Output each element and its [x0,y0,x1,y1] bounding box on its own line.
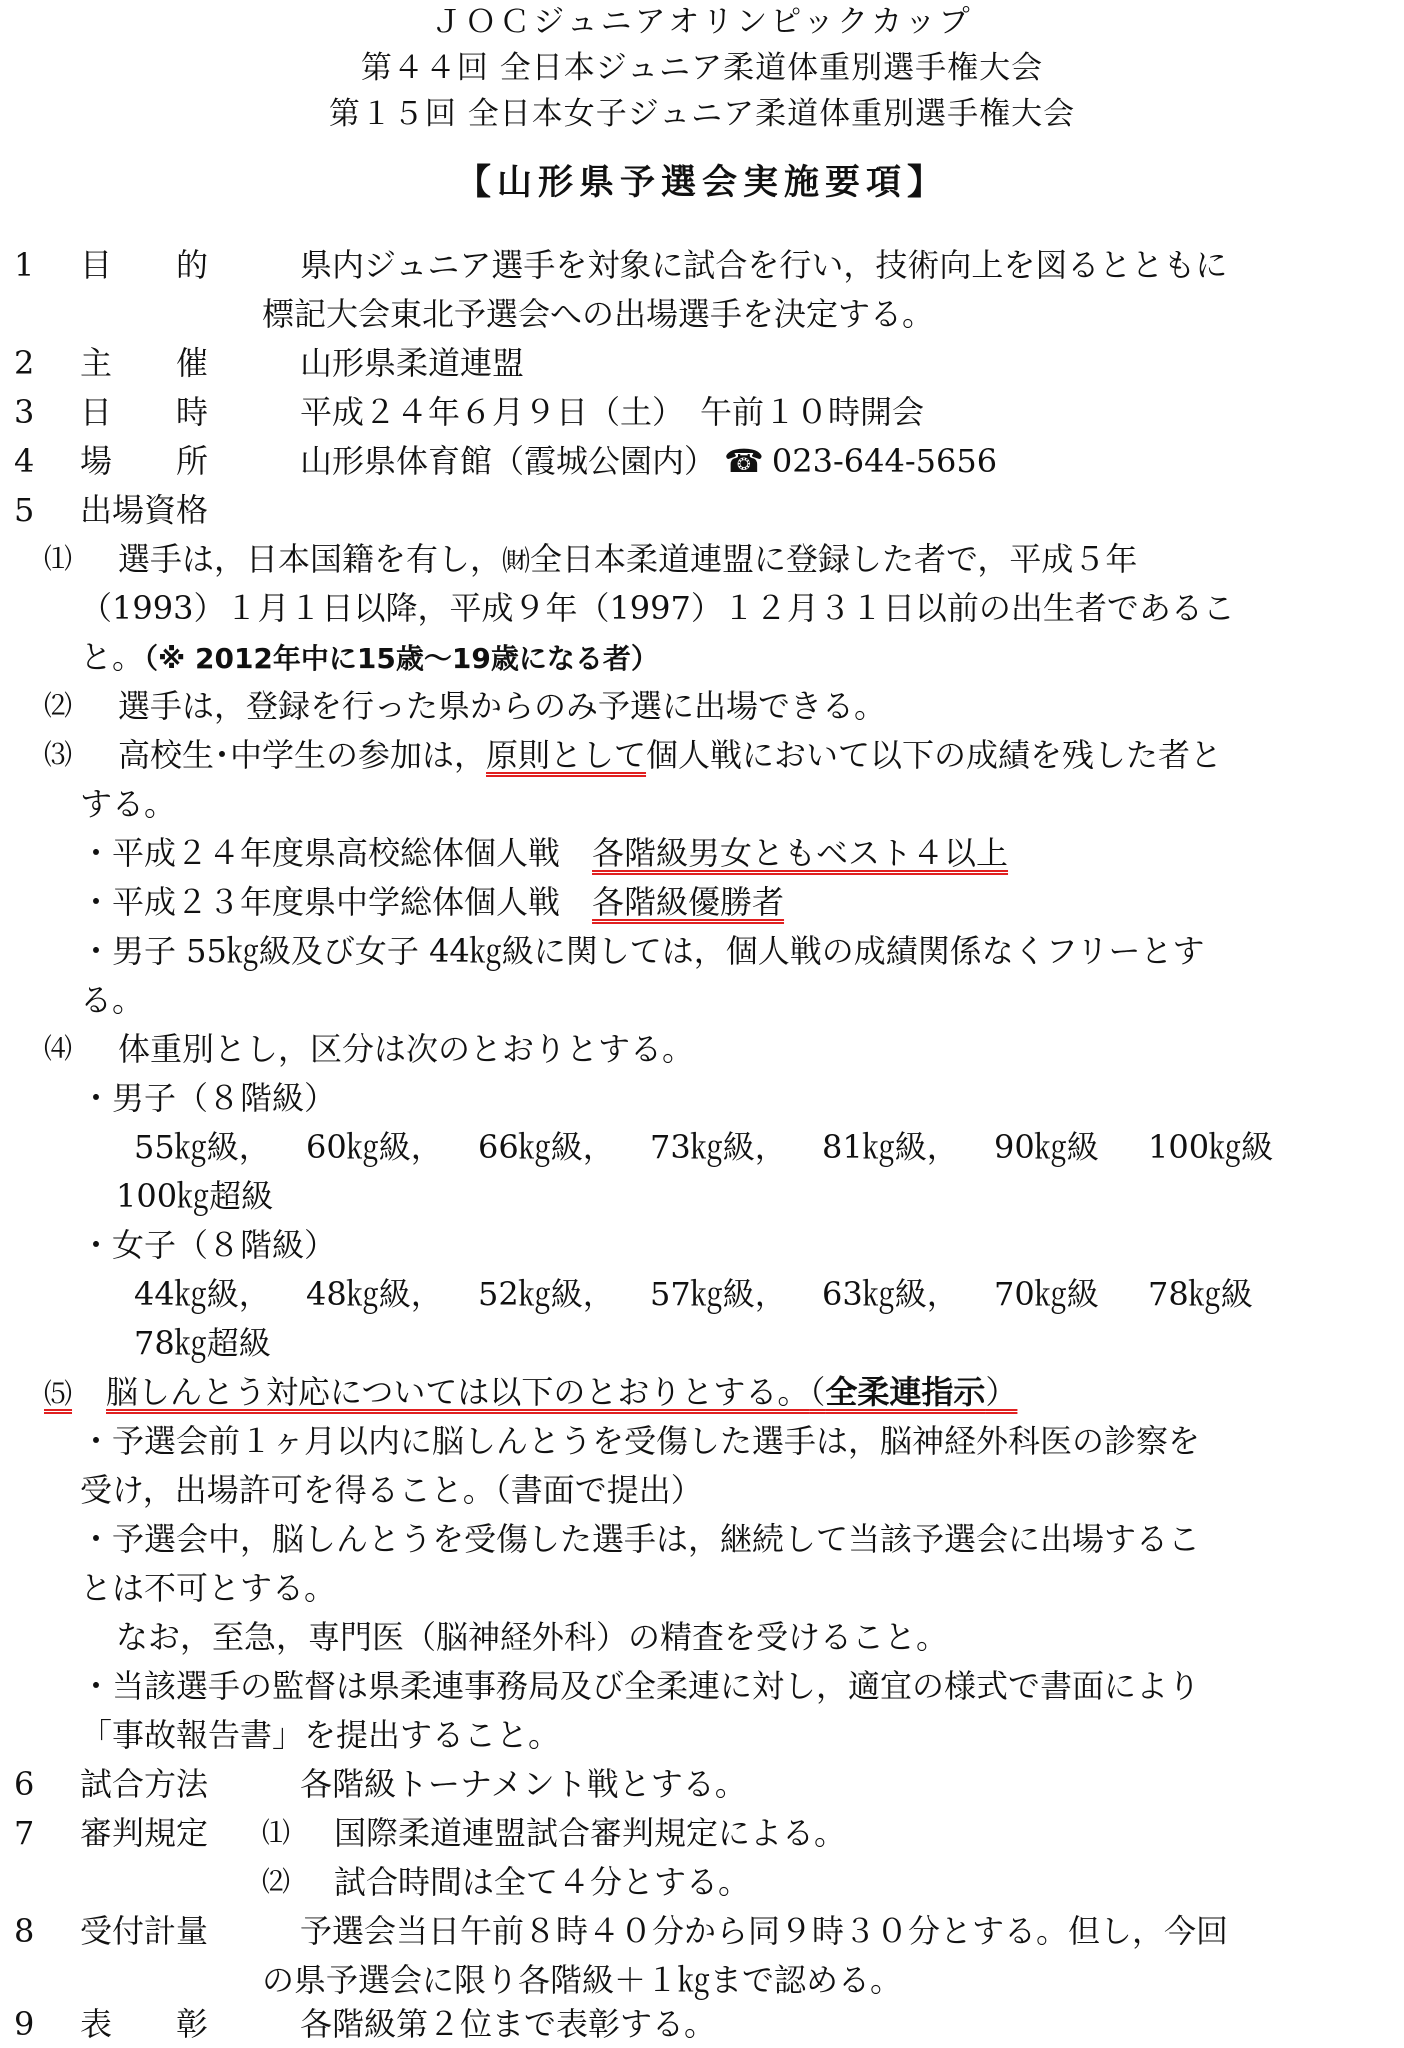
underlined-principle: 原則として [486,736,647,774]
weight-class: 44㎏級， [134,1275,271,1313]
weight-class: 52㎏級， [478,1275,615,1313]
section-9-text: 各階級第２位まで表彰する。 [300,2005,717,2043]
item-5-4-mark: ⑷ [44,1032,73,1065]
weight-class: 100㎏超級 [116,1177,274,1215]
section-1-number: 1 [14,246,35,284]
weight-class: 70㎏級 [994,1275,1099,1313]
item-5-3-bullet-1: ・平成２４年度県高校総体個人戦 各階級男女ともベスト４以上 [80,834,1009,872]
item-5-3-bullet-2: ・平成２３年度県中学総体個人戦 各階級優勝者 [80,883,785,921]
weight-class: 55㎏級， [134,1128,271,1166]
section-7-text-1: 国際柔道連盟試合審判規定による。 [334,1814,847,1852]
section-2-label: 主 催 [80,344,209,382]
section-5-number: 5 [14,491,35,529]
section-9-label: 表 彰 [80,2005,209,2043]
corp-mark: ㈶ [502,544,531,577]
item-5-5-bullet-1: ・予選会前１ヶ月以内に脳しんとうを受傷した選手は，脳神経外科医の診察を [80,1422,1201,1460]
section-1-text-line-1: 県内ジュニア選手を対象に試合を行い，技術向上を図るとともに [300,246,1228,284]
weight-class: 63㎏級， [822,1275,959,1313]
ajjf-instruction: 全柔連指示 [825,1373,986,1411]
section-8-text-line-2: の県予選会に限り各階級＋１㎏まで認める。 [262,1961,903,1999]
item-5-4-text: 体重別とし，区分は次のとおりとする。 [118,1030,695,1068]
section-8-text-line-1: 予選会当日午前８時４０分から同９時３０分とする。但し，今回 [300,1912,1229,1950]
item-5-3-line-1: 高校生･中学生の参加は，原則として個人戦において以下の成績を残した者と [118,736,1223,774]
age-note: （※ 2012年中に15歳～19歳になる者） [144,642,659,675]
concussion-heading: 脳しんとう対応については以下のとおりとする。（全柔連指示） [106,1373,1018,1411]
item-5-1-line-1: 選手は，日本国籍を有し，㈶全日本柔道連盟に登録した者で，平成５年 [118,540,1138,578]
item-5-1-line-3: と。（※ 2012年中に15歳～19歳になる者） [80,638,659,676]
weight-class: 81㎏級， [822,1128,959,1166]
section-5-label: 出場資格 [80,491,209,529]
venue-name: 山形県体育館（霞城公園内） [300,442,717,480]
item-5-3-mark: ⑶ [44,738,73,771]
item-5-2-text: 選手は，登録を行った県からのみ予選に出場できる。 [118,687,887,725]
weight-class: 78㎏級 [1148,1275,1253,1313]
section-3-text: 平成２４年６月９日（土） 午前１０時開会 [300,393,925,431]
item-5-1-mark: ⑴ [44,542,73,575]
weight-class: 73㎏級， [650,1128,787,1166]
section-9-number: 9 [14,2005,35,2043]
section-6-text: 各階級トーナメント戦とする。 [300,1765,747,1803]
weight-class: 100㎏級 [1148,1128,1274,1166]
section-1-label: 目 的 [80,246,209,284]
item-5-2-mark: ⑵ [44,689,73,722]
item-5-5-line-1 [44,1372,1017,1414]
weight-class: 48㎏級， [306,1275,443,1313]
item-5-3-bullet-3-cont: る。 [80,981,145,1019]
phone-number: 023-644-5656 [771,442,998,480]
weight-class: 66㎏級， [478,1128,615,1166]
item-5-5-bullet-3: ・当該選手の監督は県柔連事務局及び全柔連に対し，適宜の様式で書面により [80,1667,1201,1705]
section-6-number: 6 [14,1765,35,1803]
men-classes-label: ・男子（８階級） [80,1079,337,1117]
header-line-3: 第１５回 全日本女子ジュニア柔道体重別選手権大会 [328,96,1076,132]
phone-icon: ☎ [724,442,764,480]
item-5-5-bullet-1-cont: 受け，出場許可を得ること。（書面で提出） [80,1471,703,1509]
section-4-label: 場 所 [80,442,209,480]
weight-class: 60㎏級， [306,1128,443,1166]
section-4-text [300,441,997,481]
section-4-number: 4 [14,442,35,480]
section-7-number: 7 [14,1814,35,1852]
weight-class: 57㎏級， [650,1275,787,1313]
item-5-5-bullet-3-cont: 「事故報告書」を提出すること。 [80,1716,561,1754]
document-title: 【山形県予選会実施要項】 [455,163,948,203]
underlined-winner: 各階級優勝者 [592,883,785,921]
header-line-2: 第４４回 全日本ジュニア柔道体重別選手権大会 [360,50,1044,86]
item-5-5-bullet-2: ・予選会中，脳しんとうを受傷した選手は，継続して当該予選会に出場するこ [80,1520,1201,1558]
women-classes-label: ・女子（８階級） [80,1226,337,1264]
section-1-text-line-2: 標記大会東北予選会への出場選手を決定する。 [262,295,935,333]
section-7-mark-1: ⑴ [262,1816,291,1849]
item-5-5-bullet-2-note: なお，至急，専門医（脳神経外科）の精査を受けること。 [116,1618,949,1656]
section-3-number: 3 [14,393,35,431]
weight-class: 78㎏超級 [134,1324,271,1362]
section-7-mark-2: ⑵ [262,1865,291,1898]
section-7-label: 審判規定 [80,1814,209,1852]
underlined-best4: 各階級男女ともベスト４以上 [592,834,1009,872]
item-5-5-mark: ⑸ [44,1377,73,1410]
section-2-text: 山形県柔道連盟 [300,344,525,382]
section-6-label: 試合方法 [80,1765,209,1803]
item-5-3-bullet-3: ・男子 55㎏級及び女子 44㎏級に関しては，個人戦の成績関係なくフリーとす [80,932,1205,970]
weight-class: 90㎏級 [994,1128,1099,1166]
item-5-5-bullet-2-cont: とは不可とする。 [80,1569,337,1607]
section-2-number: 2 [14,344,35,382]
item-5-3-line-2: する。 [80,785,177,823]
section-8-number: 8 [14,1912,35,1950]
header-line-1: ＪＯＣジュニアオリンピックカップ [431,4,973,40]
item-5-1-line-2: （1993）１月１日以降，平成９年（1997）１２月３１日以前の出生者であるこ [80,589,1235,627]
section-7-text-2: 試合時間は全て４分とする。 [334,1863,751,1901]
section-3-label: 日 時 [80,393,209,431]
section-8-label: 受付計量 [80,1912,209,1950]
